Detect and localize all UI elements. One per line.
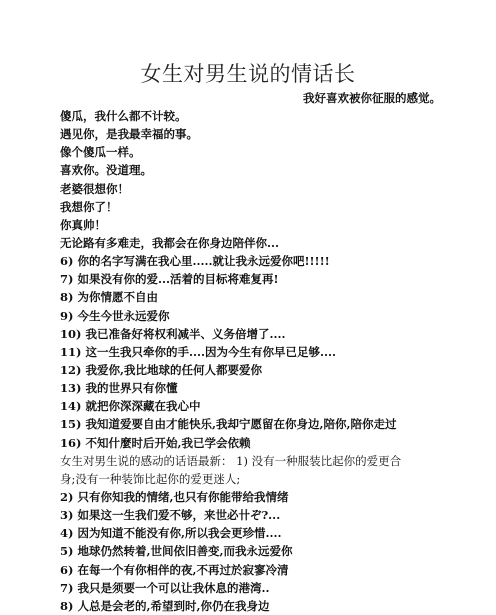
text-line: 女生对男生说的感动的话语最新： 1) 没有一种服装比起你的爱更合	[60, 453, 402, 468]
text-line: 15) 我知道爱要自由才能快乐,我却宁愿留在你身边,陪你,陪你走过	[60, 417, 397, 432]
text-line: 13) 我的世界只有你懂	[60, 381, 178, 396]
document-body	[60, 107, 440, 615]
text-line: 傻瓜，我什么都不计较。	[60, 109, 187, 123]
text-line: 16) 不知什麼时后开始,我已学会依赖	[60, 435, 251, 450]
text-line: 8) 人总是会老的,希望到时,你仍在我身边	[60, 598, 270, 613]
text-line: 7) 我只是须要一个可以让我休息的港湾..	[60, 580, 270, 595]
text-line: 14) 就把你深深藏在我心中	[60, 399, 201, 414]
text-line: 9) 今生今世永远爱你	[60, 308, 170, 323]
text-line: 无论路有多难走，我都会在你身边陪伴你...	[60, 235, 280, 250]
document-subtitle: 我好喜欢被你征服的感觉。	[303, 91, 441, 105]
text-line: 像个傻瓜一样。	[60, 145, 141, 160]
text-line: 3) 如果这一生我们爱不够，来世必卄ぞ?...	[60, 508, 281, 523]
text-line: 8) 为你情愿不自由	[60, 290, 158, 305]
text-line: 10) 我已准备好将权利减半、义务倍增了....	[60, 326, 286, 341]
text-line: 2) 只有你知我的情绪,也只有你能带给我情绪	[60, 489, 289, 504]
text-line: 6) 在每一个有你相伴的夜,不再过於寂寥冷清	[60, 562, 289, 577]
text-line: 12) 我爱你,我比地球的任何人都要爱你	[60, 362, 262, 377]
text-line: 5) 地球仍然转着,世间依旧善变,而我永远爱你	[60, 544, 293, 559]
text-line: 身;没有一种装饰比起你的爱更迷人;	[60, 471, 241, 486]
text-line: 我想你了！	[60, 199, 118, 214]
text-line: 遇见你，是我最幸福的事。	[60, 127, 198, 142]
text-line: 你真帅！	[60, 217, 106, 232]
text-line: 11) 这一生我只牵你的手....因为今生有你早已足够....	[60, 344, 336, 359]
text-line: 7) 如果没有你的爱...活着的目标将难复再!	[60, 272, 279, 287]
document-title: 女生对男生说的情话长	[140, 62, 356, 86]
text-line: 4) 因为知道不能没有你,所以我会更珍惜....	[60, 526, 282, 541]
text-line: 老婆很想你！	[60, 181, 129, 196]
text-line: 6) 你的名字写满在我心里.....就让我永远爱你吧!!!!!	[60, 254, 330, 269]
text-line: 喜欢你。没道理。	[60, 163, 152, 178]
